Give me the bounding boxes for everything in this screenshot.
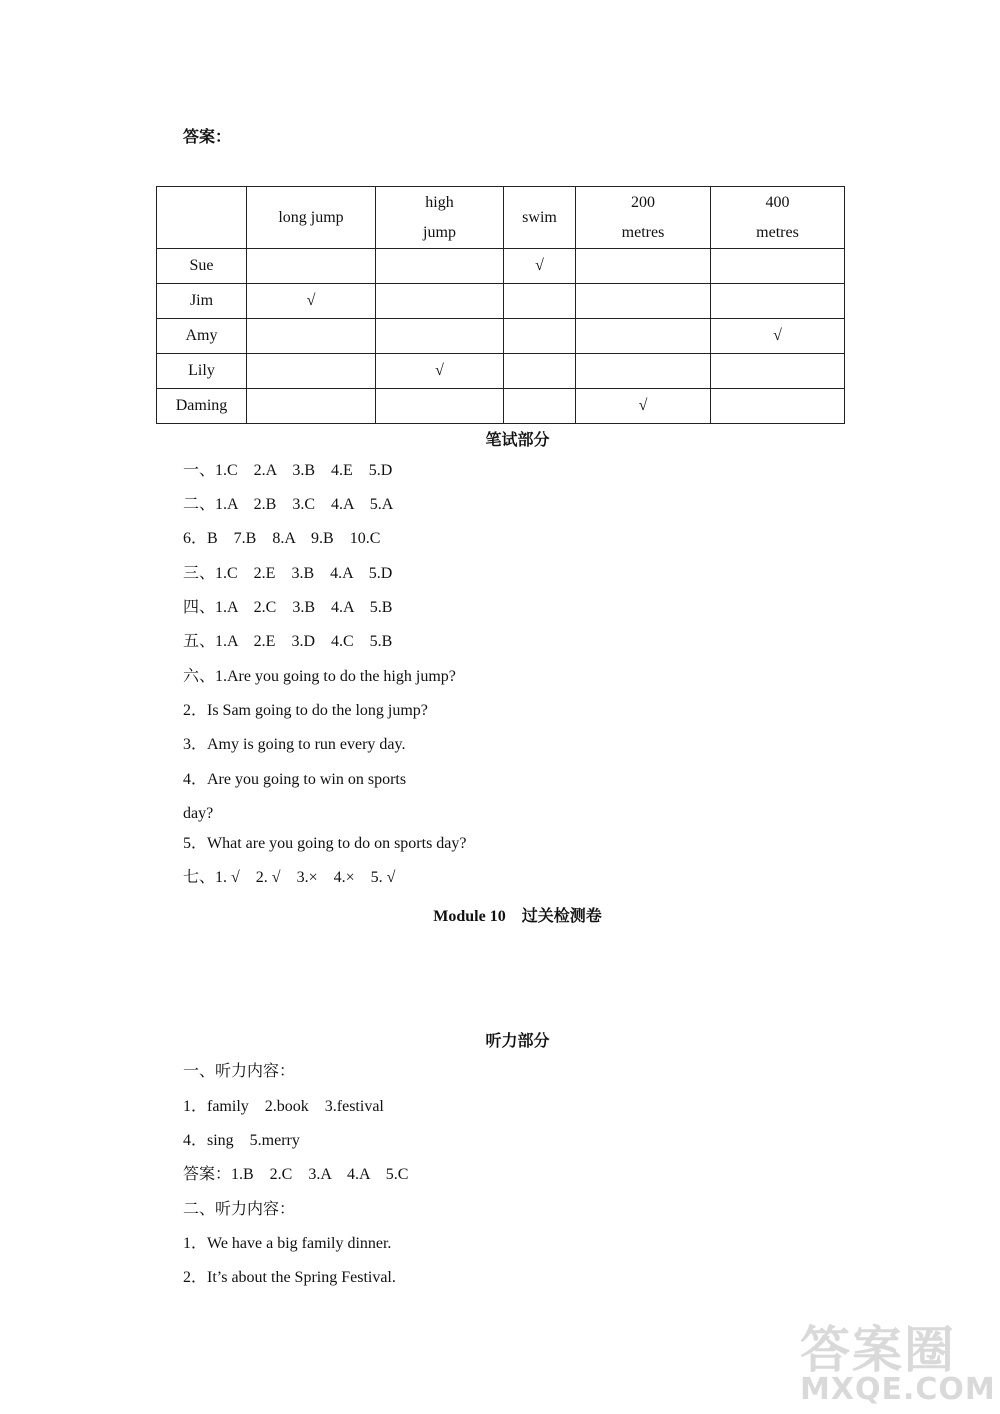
table-header-cell: 400 metres	[711, 187, 845, 249]
row-name-cell: Lily	[157, 354, 247, 389]
table-cell	[504, 319, 576, 354]
table-cell	[576, 319, 711, 354]
answer-line: 6．B 7.B 8.A 9.B 10.C	[183, 530, 381, 547]
table-cell: √	[247, 284, 376, 319]
table-cell	[376, 284, 504, 319]
table-cell	[711, 389, 845, 424]
table-header-row	[157, 187, 845, 249]
table-cell: √	[711, 319, 845, 354]
listening-line: 答案：1.B 2.C 3.A 4.A 5.C	[183, 1166, 409, 1183]
answer-line: 四、1.A 2.C 3.B 4.A 5.B	[183, 599, 393, 616]
answer-line: 4．Are you going to win on sports	[183, 771, 407, 788]
table-cell	[504, 354, 576, 389]
table-cell	[576, 354, 711, 389]
table-cell	[711, 284, 845, 319]
table-cell	[247, 249, 376, 284]
table-cell: √	[376, 354, 504, 389]
table-cell	[376, 319, 504, 354]
table-header-cell: 200 metres	[576, 187, 711, 249]
table-cell	[576, 249, 711, 284]
table-cell	[711, 354, 845, 389]
table-cell	[504, 389, 576, 424]
row-name-cell: Jim	[157, 284, 247, 319]
table-cell: √	[576, 389, 711, 424]
watermark-main: 答案圈	[800, 1321, 956, 1379]
listening-line: 4．sing 5.merry	[183, 1132, 300, 1149]
table-cell	[247, 354, 376, 389]
answer-line: 5．What are you going to do on sports day?	[183, 835, 467, 852]
watermark-logo	[800, 1310, 996, 1410]
table-cell	[376, 249, 504, 284]
answer-line: 二、1.A 2.B 3.C 4.A 5.A	[183, 496, 394, 513]
table-cell: √	[504, 249, 576, 284]
listening-line: 二、听力内容：	[183, 1201, 296, 1218]
answer-line: 六、1.Are you going to do the high jump?	[183, 668, 456, 685]
answer-line: 一、1.C 2.A 3.B 4.E 5.D	[183, 462, 393, 479]
table-cell	[247, 319, 376, 354]
listening-line: 一、听力内容：	[183, 1063, 296, 1080]
answer-line: 2．Is Sam going to do the long jump?	[183, 702, 428, 719]
table-row	[157, 389, 845, 424]
table-cell	[576, 284, 711, 319]
table-cell	[504, 284, 576, 319]
table-header-corner	[157, 187, 247, 249]
answer-line: 3．Amy is going to run every day.	[183, 736, 406, 753]
answer-line: 三、1.C 2.E 3.B 4.A 5.D	[183, 565, 393, 582]
table-header-cell: swim	[504, 187, 576, 249]
answer-line: day?	[183, 805, 214, 822]
sports-answer-table	[156, 186, 845, 424]
answer-line: 七、1. √ 2. √ 3.× 4.× 5. √	[183, 869, 396, 886]
answer-line: 五、1.A 2.E 3.D 4.C 5.B	[183, 633, 393, 650]
table-cell	[711, 249, 845, 284]
table-row	[157, 319, 845, 354]
table-cell	[247, 389, 376, 424]
written-section-title: 笔试部分	[485, 432, 550, 449]
answer-label: 答案：	[183, 129, 232, 146]
listening-line: 1．family 2.book 3.festival	[183, 1098, 384, 1115]
row-name-cell: Amy	[157, 319, 247, 354]
table-header-cell: high jump	[376, 187, 504, 249]
table-row	[157, 354, 845, 389]
watermark-site: MXQE.COM	[800, 1372, 996, 1407]
module-title: Module 10 过关检测卷	[433, 908, 602, 925]
row-name-cell: Daming	[157, 389, 247, 424]
listening-section-title: 听力部分	[485, 1033, 550, 1050]
listening-line: 1．We have a big family dinner.	[183, 1235, 392, 1252]
row-name-cell: Sue	[157, 249, 247, 284]
listening-line: 2．It’s about the Spring Festival.	[183, 1269, 396, 1286]
table-row	[157, 284, 845, 319]
table-cell	[376, 389, 504, 424]
table-header-cell: long jump	[247, 187, 376, 249]
table-row	[157, 249, 845, 284]
